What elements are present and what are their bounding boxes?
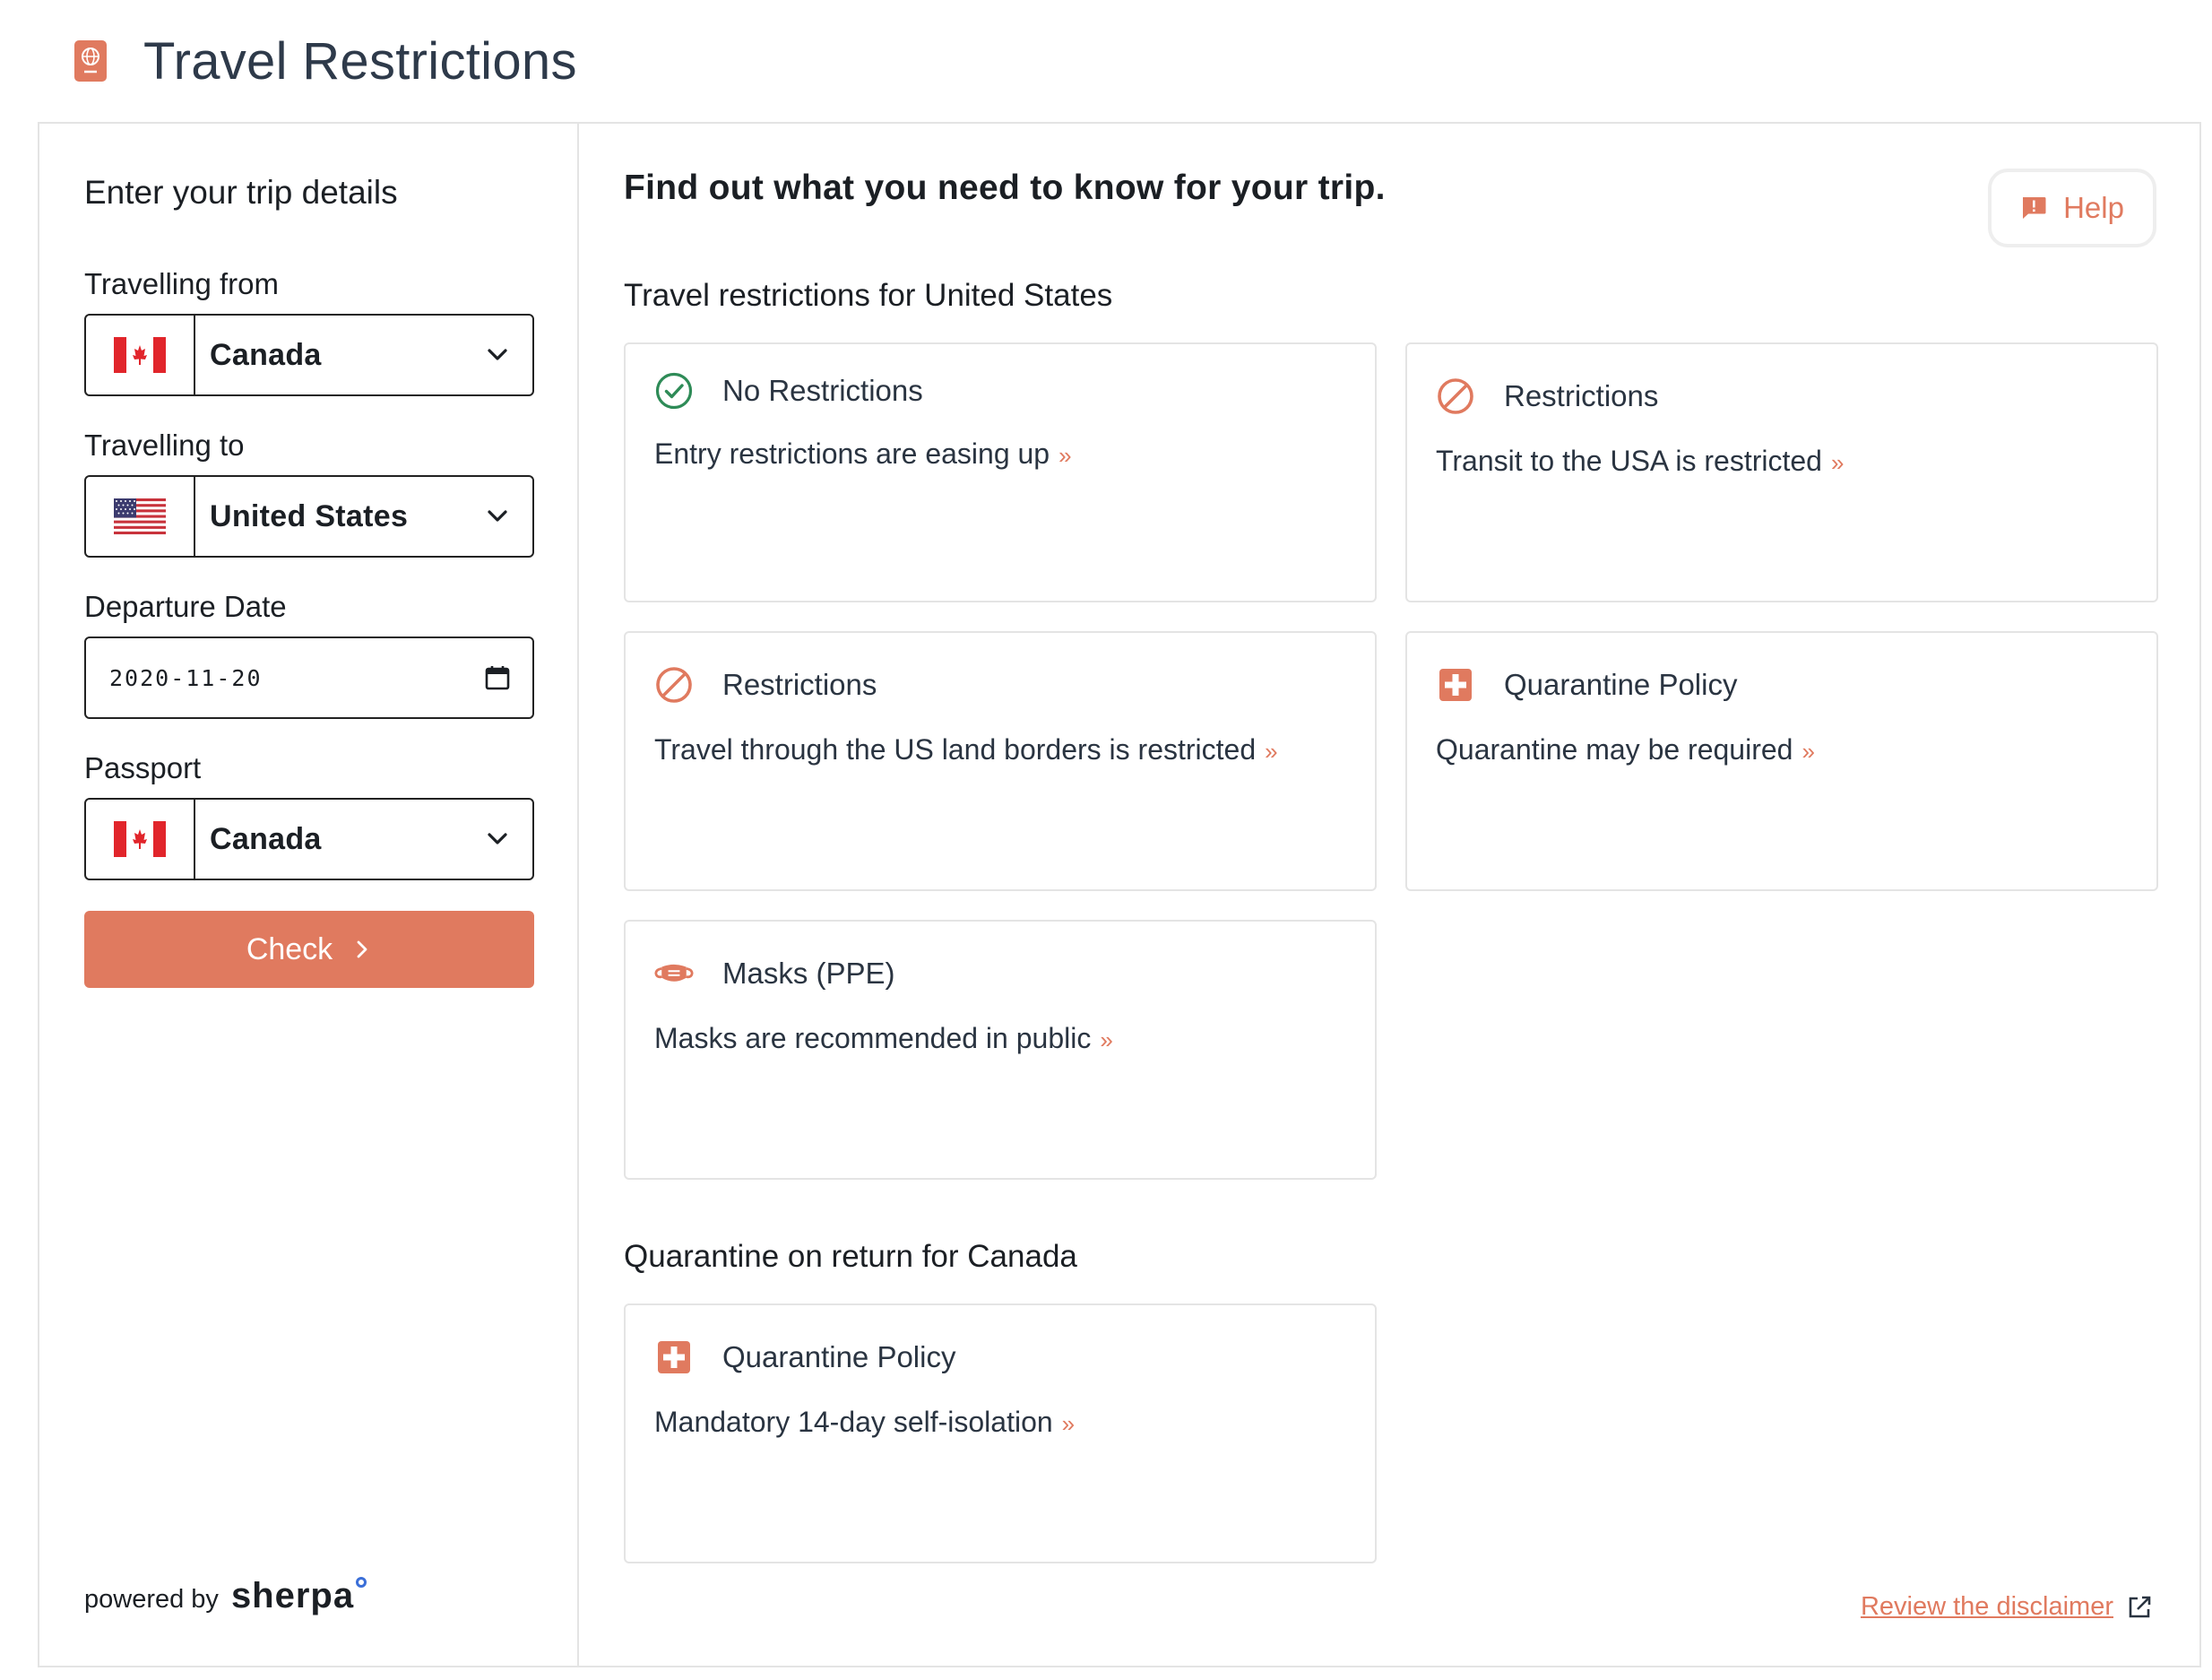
canada-flag-icon [114, 821, 166, 857]
card-description [654, 437, 1072, 471]
more-link[interactable]: » [1058, 442, 1072, 469]
sherpa-logo: sherpa [230, 1576, 355, 1615]
card-description-text: Masks are recommended in public [654, 1022, 1092, 1054]
help-button-label: Help [2063, 191, 2124, 224]
powered-by [84, 1576, 367, 1616]
prohibited-icon [654, 665, 694, 705]
destination-section-title: Travel restrictions for United States [624, 278, 1113, 313]
restriction-card[interactable] [1405, 342, 2158, 602]
content-frame [38, 122, 2201, 1667]
sherpa-logo-dot [356, 1577, 367, 1588]
card-description [654, 1406, 1075, 1439]
return-quarantine-card[interactable] [624, 1303, 1377, 1563]
card-description [1436, 445, 1844, 478]
travelling-to-value: United States [210, 498, 409, 533]
card-title: Quarantine Policy [1504, 668, 1738, 701]
canada-flag-icon [114, 337, 166, 373]
more-link[interactable]: » [1265, 738, 1278, 765]
passport-label: Passport [84, 751, 202, 784]
travelling-to-select[interactable] [84, 475, 534, 558]
calendar-icon[interactable] [484, 664, 511, 691]
help-button[interactable] [1988, 169, 2156, 247]
card-title: No Restrictions [722, 374, 923, 407]
chevron-down-icon [482, 824, 513, 854]
page-title: Travel Restrictions [143, 31, 577, 91]
passport-icon [73, 39, 108, 82]
disclaimer-text: Review the disclaimer [1860, 1592, 2113, 1621]
medical-cross-icon [1436, 665, 1475, 705]
return-section-title: Quarantine on return for Canada [624, 1239, 1077, 1274]
feedback-icon [2020, 195, 2047, 221]
more-link[interactable]: » [1100, 1026, 1113, 1053]
review-disclaimer-link[interactable] [1861, 1592, 2153, 1622]
departure-date-value: 2020-11-20 [109, 664, 263, 691]
external-link-icon [2126, 1594, 2153, 1621]
departure-date-input[interactable] [84, 636, 534, 719]
card-title: Quarantine Policy [722, 1340, 956, 1373]
restriction-card[interactable] [624, 342, 1377, 602]
check-circle-icon [654, 371, 694, 411]
card-title: Restrictions [722, 668, 877, 701]
card-title: Restrictions [1504, 379, 1659, 412]
card-title: Masks (PPE) [722, 957, 895, 990]
sidebar-title: Enter your trip details [84, 174, 398, 211]
chevron-down-icon [482, 501, 513, 532]
card-description-text: Quarantine may be required [1436, 733, 1793, 766]
us-flag-icon [114, 498, 166, 534]
app-header [73, 25, 577, 97]
restriction-card[interactable] [1405, 631, 2158, 891]
card-description-text: Mandatory 14-day self-isolation [654, 1406, 1053, 1438]
check-button-label: Check [246, 931, 333, 966]
card-description-text: Transit to the USA is restricted [1436, 445, 1822, 477]
more-link[interactable]: » [1802, 738, 1815, 765]
travelling-to-label: Travelling to [84, 429, 245, 462]
card-description-text: Entry restrictions are easing up [654, 437, 1050, 470]
restriction-card[interactable] [624, 920, 1377, 1180]
travelling-from-value: Canada [210, 337, 322, 372]
powered-by-text: powered by [84, 1585, 219, 1614]
results-panel [579, 124, 2199, 1666]
chevron-down-icon [482, 340, 513, 370]
chevron-right-icon [352, 940, 372, 959]
card-description [654, 733, 1278, 766]
card-description [654, 1022, 1113, 1055]
check-button[interactable] [84, 911, 534, 988]
more-link[interactable]: » [1830, 449, 1845, 476]
medical-cross-icon [654, 1338, 694, 1377]
passport-value: Canada [210, 821, 322, 856]
travelling-from-select[interactable] [84, 314, 534, 396]
travelling-from-label: Travelling from [84, 267, 279, 300]
passport-select[interactable] [84, 798, 534, 880]
results-heading: Find out what you need to know for your trip. [624, 169, 1386, 207]
mask-icon [654, 954, 694, 993]
more-link[interactable]: » [1061, 1410, 1076, 1437]
prohibited-icon [1436, 377, 1475, 416]
restriction-card[interactable] [624, 631, 1377, 891]
trip-details-panel [39, 124, 579, 1666]
departure-date-label: Departure Date [84, 590, 287, 623]
card-description-text: Travel through the US land borders is restricted [654, 733, 1257, 766]
card-description [1436, 733, 1815, 766]
